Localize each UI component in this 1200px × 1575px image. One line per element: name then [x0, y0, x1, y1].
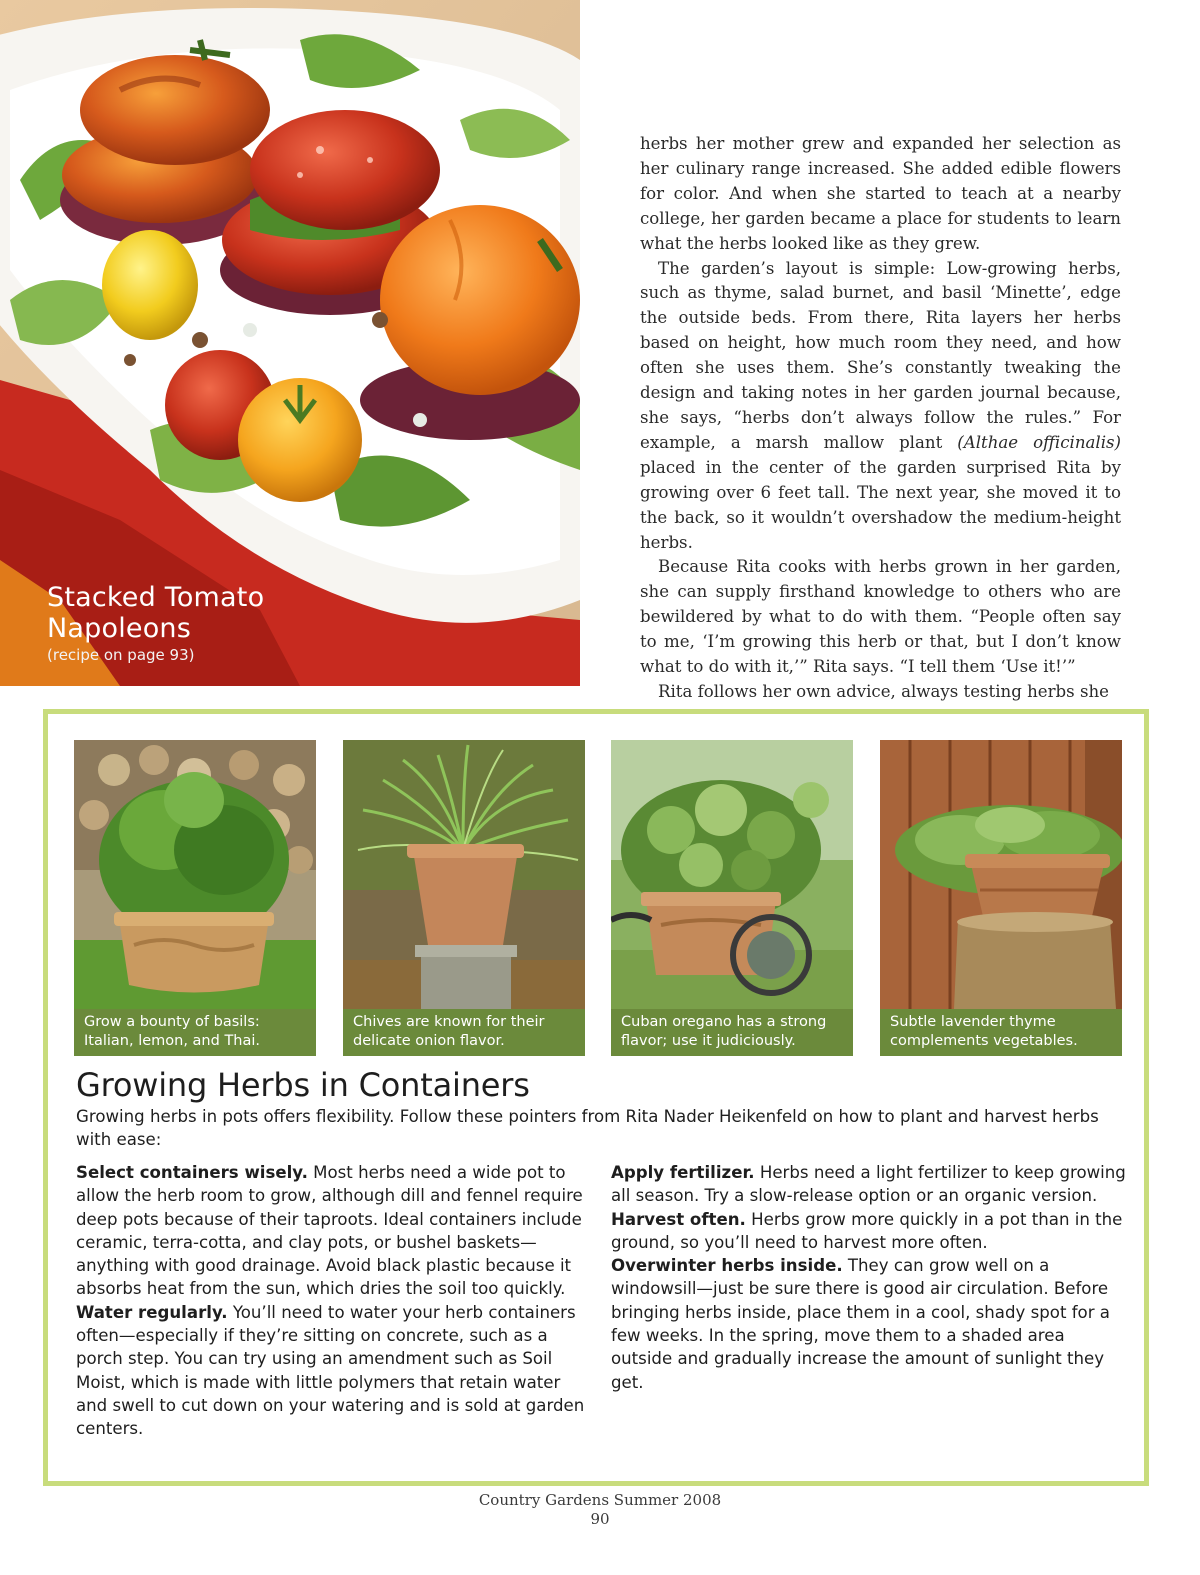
tips-column-left: [76, 1161, 586, 1441]
herb-card-thyme: [880, 740, 1122, 1056]
page-number: 90: [590, 1510, 610, 1528]
magazine-issue: Country Gardens Summer 2008: [478, 1491, 722, 1509]
tip-heading: Apply fertilizer.: [611, 1163, 755, 1182]
oregano-photo: [611, 740, 853, 1009]
thyme-pot-illustration: [880, 740, 1122, 1009]
thyme-photo: [880, 740, 1122, 1009]
tip-item: [611, 1208, 1126, 1255]
tips-column-right: [611, 1161, 1126, 1394]
article-paragraph: Because Rita cooks with herbs grown in her garden, she can supply firsthand knowledge to others who are bewildered by what to do with them. “People often say to me, ‘I’m growing this herb or that, but I don’t know what to do with it,’” Rita says. “I tell them ‘Use it!’”: [640, 557, 1121, 677]
herb-card-chives: [343, 740, 585, 1056]
tip-body: Most herbs need a wide pot to allow the herb room to grow, although dill and fennel require deep pots because of their taproots. Ideal containers include ceramic, terra-cotta, and clay pots, or bushel baskets—anything with good drainage. Avoid black plastic because it absorbs heat from the sun, which dries the soil too quickly.: [76, 1163, 583, 1299]
basil-pot-illustration: [74, 740, 316, 1009]
herb-card-basil: [74, 740, 316, 1056]
tip-body: Herbs grow more quickly in a pot than in the ground, so you’ll need to harvest more often.: [611, 1209, 1123, 1252]
article-paragraph: [640, 257, 1121, 556]
latin-name: (Althae officinalis): [957, 432, 1122, 452]
article-text: placed in the center of the garden surprised Rita by growing over 6 feet tall. The next year, she moved it to the back, so it wouldn’t overshadow the medium-height herbs.: [640, 457, 1121, 552]
page-footer: [0, 1491, 1200, 1529]
article-paragraph: Rita follows her own advice, always testing herbs she: [658, 681, 1109, 701]
basil-photo: [74, 740, 316, 1009]
article-paragraph: herbs her mother grew and expanded her selection as her culinary range increased. She added edible flowers for color. And when she started to teach at a nearby college, her garden became a place for students to learn what the herbs looked like as they grew.: [640, 134, 1121, 253]
hero-subtitle: (recipe on page 93): [47, 646, 195, 664]
tip-body: Herbs need a light fertilizer to keep growing all season. Try a slow-release option or an organic version.: [611, 1163, 1126, 1206]
article-body: [640, 132, 1121, 705]
hero-caption: [47, 582, 307, 665]
tip-item: [76, 1301, 586, 1441]
hero-photo: [0, 0, 580, 686]
oregano-pot-illustration: [611, 740, 853, 1009]
chives-pot-illustration: [343, 740, 585, 1009]
card-caption: Grow a bounty of basils: Italian, lemon, and Thai.: [74, 1009, 316, 1056]
herb-card-oregano: [611, 740, 853, 1056]
herb-containers-sidebar: [43, 709, 1149, 1486]
tip-body: You’ll need to water your herb containers often—especially if they’re sitting on concrete, such as a porch step. You can try using an amendment such as Soil Moist, which is made with little polymers that retain water and swell to cut down on your watering and is sold at garden centers.: [76, 1302, 585, 1439]
sidebar-intro: Growing herbs in pots offers flexibility. Follow these pointers from Rita Nader Heikenfeld on how to plant and harvest herbs with ease:: [76, 1107, 1099, 1150]
tip-heading: Harvest often.: [611, 1209, 746, 1229]
chives-photo: [343, 740, 585, 1009]
tip-body: They can grow well on a windowsill—just be sure there is good air circulation. Before bringing herbs inside, place them in a cool, shady spot for a few weeks. In the spring, move them to a shaded area outside and gradually increase the amount of sunlight they get.: [611, 1256, 1110, 1392]
article-text: The garden’s layout is simple: Low-growing herbs, such as thyme, salad burnet, and basil ‘Minette’, edge the outside beds. From there, Rita layers her herbs based on height, how much room they need, and how often she uses them. She’s constantly tweaking the design and taking notes in her garden journal because, she says, “herbs don’t always follow the rules.” For example, a marsh mallow plant: [640, 258, 1121, 452]
sidebar-title: Growing Herbs in Containers: [76, 1066, 530, 1104]
tip-heading: Water regularly.: [76, 1302, 228, 1322]
tip-item: [611, 1161, 1126, 1208]
tip-item: [76, 1161, 586, 1301]
tip-heading: Select containers wisely.: [76, 1163, 308, 1182]
card-caption: Chives are known for their delicate onion flavor.: [343, 1009, 585, 1056]
hero-title: Stacked Tomato Napoleons: [47, 582, 265, 644]
card-caption: Cuban oregano has a strong flavor; use it judiciously.: [611, 1009, 853, 1056]
tip-item: [611, 1254, 1126, 1394]
card-caption: Subtle lavender thyme complements vegetables.: [880, 1009, 1122, 1056]
tip-heading: Overwinter herbs inside.: [611, 1256, 843, 1276]
